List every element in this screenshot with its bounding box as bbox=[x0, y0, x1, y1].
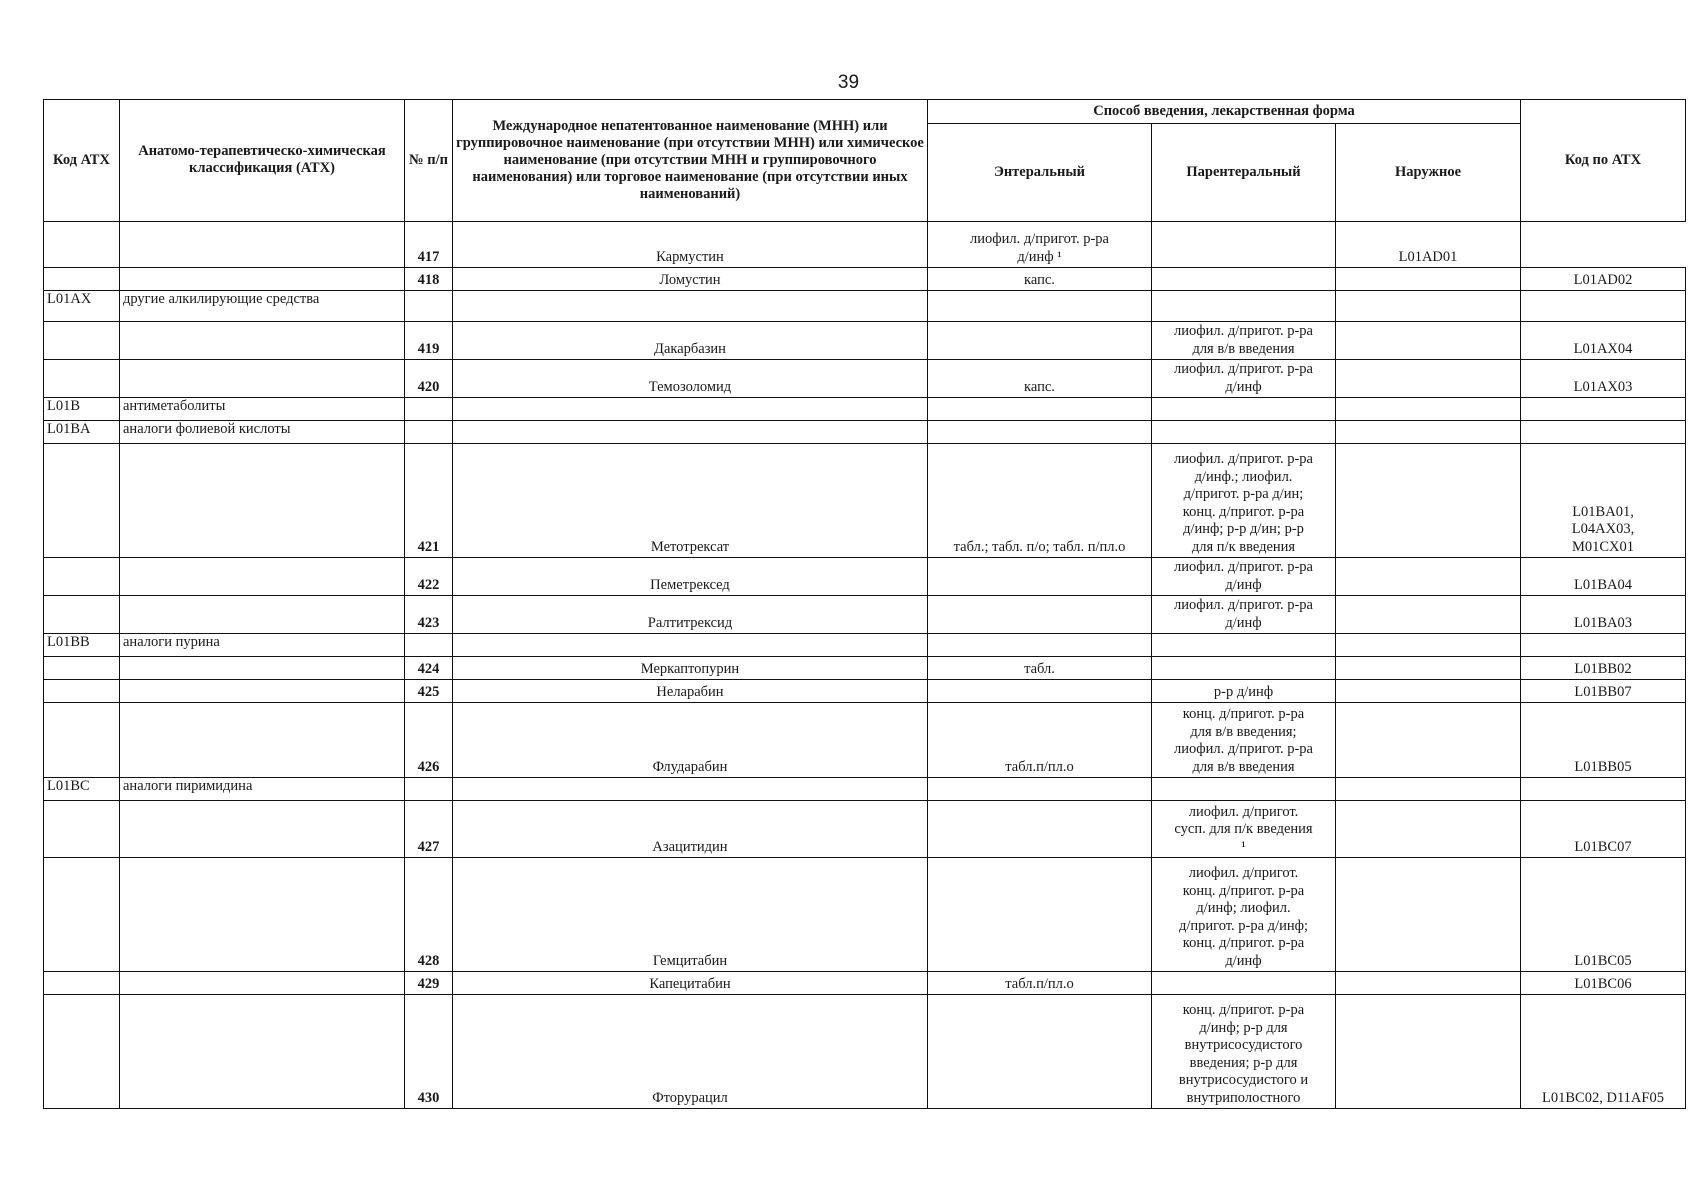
row-external bbox=[1336, 268, 1521, 291]
row-parenteral: лиофил. д/пригот. конц. д/пригот. р-ра д/инф; лиофил. д/пригот. р-ра д/инф; конц. д/пригот. р-ра д/инф bbox=[1152, 858, 1336, 972]
row-atc: L01BA01, L04AX03, M01CX01 bbox=[1521, 444, 1686, 558]
row-enteral: табл.п/пл.о bbox=[928, 972, 1152, 995]
table-row bbox=[44, 858, 1686, 972]
row-parenteral bbox=[1152, 972, 1336, 995]
table-row bbox=[44, 222, 1686, 268]
row-parenteral: р-р д/инф bbox=[1152, 680, 1336, 703]
row-classification bbox=[120, 680, 405, 703]
row-number: 420 bbox=[405, 360, 453, 398]
row-atc bbox=[1521, 398, 1686, 421]
row-number bbox=[405, 634, 453, 657]
row-classification: аналоги фолиевой кислоты bbox=[120, 421, 405, 444]
header-enteral: Энтеральный bbox=[928, 124, 1152, 222]
row-name: Пеметрексед bbox=[453, 558, 928, 596]
row-code bbox=[44, 972, 120, 995]
row-external bbox=[1336, 558, 1521, 596]
row-number: 417 bbox=[405, 222, 453, 268]
row-enteral bbox=[928, 558, 1152, 596]
row-code bbox=[44, 222, 120, 268]
table-group-row bbox=[44, 634, 1686, 657]
row-parenteral bbox=[1152, 778, 1336, 801]
row-code: L01BA bbox=[44, 421, 120, 444]
row-code bbox=[44, 657, 120, 680]
row-enteral bbox=[928, 858, 1152, 972]
row-external bbox=[1336, 634, 1521, 657]
row-number: 423 bbox=[405, 596, 453, 634]
table-row bbox=[44, 657, 1686, 680]
row-parenteral: лиофил. д/пригот. р-ра д/инф.; лиофил. д/пригот. р-ра д/ин; конц. д/пригот. р-ра д/инф; р-р д/ин; р-р для п/к введения bbox=[1152, 444, 1336, 558]
row-atc: L01BC02, D11AF05 bbox=[1521, 995, 1686, 1109]
row-external bbox=[1336, 291, 1521, 322]
row-external bbox=[1336, 858, 1521, 972]
row-name bbox=[453, 634, 928, 657]
row-atc: L01BC05 bbox=[1521, 858, 1686, 972]
row-external bbox=[1336, 360, 1521, 398]
row-name: Метотрексат bbox=[453, 444, 928, 558]
row-enteral bbox=[928, 995, 1152, 1109]
row-external bbox=[1336, 972, 1521, 995]
row-atc: L01AX03 bbox=[1521, 360, 1686, 398]
row-external bbox=[1336, 801, 1521, 858]
table-row bbox=[44, 322, 1686, 360]
table-row bbox=[44, 972, 1686, 995]
table-row bbox=[44, 680, 1686, 703]
row-classification bbox=[120, 360, 405, 398]
row-code bbox=[44, 322, 120, 360]
row-enteral bbox=[928, 634, 1152, 657]
row-external bbox=[1336, 444, 1521, 558]
row-atc bbox=[1521, 634, 1686, 657]
row-parenteral: лиофил. д/пригот. р-ра д/инф bbox=[1152, 596, 1336, 634]
table-body bbox=[44, 222, 1686, 1109]
header-number: № п/п bbox=[405, 100, 453, 222]
row-parenteral: конц. д/пригот. р-ра д/инф; р-р для внутрисосудистого введения; р-р для внутрисосудистого и внутриполостного bbox=[1152, 995, 1336, 1109]
row-parenteral bbox=[1152, 268, 1336, 291]
page-number: 39 bbox=[837, 72, 860, 93]
row-enteral: капс. bbox=[928, 268, 1152, 291]
row-name: Азацитидин bbox=[453, 801, 928, 858]
row-classification bbox=[120, 858, 405, 972]
header-mnn: Международное непатентованное наименование (МНН) или группировочное наименование (при отсутствии МНН) или химическое наименование (при отсутствии МНН и группировочного наименования) или торговое наименование (при отсутствии иных наименований) bbox=[453, 100, 928, 222]
header-parenteral: Парентеральный bbox=[1152, 124, 1336, 222]
row-external bbox=[1336, 421, 1521, 444]
table-row bbox=[44, 360, 1686, 398]
row-classification bbox=[120, 995, 405, 1109]
row-number: 427 bbox=[405, 801, 453, 858]
row-enteral: табл. bbox=[928, 657, 1152, 680]
row-classification bbox=[120, 222, 405, 268]
table-row bbox=[44, 268, 1686, 291]
row-name: Неларабин bbox=[453, 680, 928, 703]
row-name: Капецитабин bbox=[453, 972, 928, 995]
row-parenteral bbox=[1152, 657, 1336, 680]
row-classification bbox=[120, 801, 405, 858]
row-atc bbox=[1521, 421, 1686, 444]
row-code bbox=[44, 558, 120, 596]
row-enteral: капс. bbox=[928, 360, 1152, 398]
row-number: 428 bbox=[405, 858, 453, 972]
row-parenteral: лиофил. д/пригот. р-ра для в/в введения bbox=[1152, 322, 1336, 360]
row-name bbox=[453, 398, 928, 421]
row-atc: L01BA04 bbox=[1521, 558, 1686, 596]
row-enteral bbox=[928, 596, 1152, 634]
header-route-group: Способ введения, лекарственная форма bbox=[928, 100, 1521, 124]
row-number: 421 bbox=[405, 444, 453, 558]
row-name bbox=[453, 778, 928, 801]
row-atc: L01BA03 bbox=[1521, 596, 1686, 634]
row-classification bbox=[120, 657, 405, 680]
table-row bbox=[44, 703, 1686, 778]
row-parenteral bbox=[1152, 291, 1336, 322]
row-name: Ралтитрексид bbox=[453, 596, 928, 634]
row-name: Гемцитабин bbox=[453, 858, 928, 972]
row-code: L01AX bbox=[44, 291, 120, 322]
row-parenteral: лиофил. д/пригот. р-ра д/инф bbox=[1152, 360, 1336, 398]
row-code: L01BB bbox=[44, 634, 120, 657]
row-enteral bbox=[928, 291, 1152, 322]
row-external bbox=[1336, 703, 1521, 778]
row-parenteral: лиофил. д/пригот. р-ра д/инф bbox=[1152, 558, 1336, 596]
row-number: 429 bbox=[405, 972, 453, 995]
row-code: L01BC bbox=[44, 778, 120, 801]
row-external bbox=[1336, 995, 1521, 1109]
row-number: 418 bbox=[405, 268, 453, 291]
row-name: Кармустин bbox=[453, 222, 928, 268]
row-parenteral bbox=[1152, 421, 1336, 444]
row-code bbox=[44, 680, 120, 703]
row-parenteral bbox=[1152, 634, 1336, 657]
row-atc: L01BC06 bbox=[1521, 972, 1686, 995]
row-code bbox=[44, 801, 120, 858]
row-classification: аналоги пиримидина bbox=[120, 778, 405, 801]
row-enteral bbox=[928, 421, 1152, 444]
row-external bbox=[1336, 778, 1521, 801]
row-atc: L01BC07 bbox=[1521, 801, 1686, 858]
row-name: Флударабин bbox=[453, 703, 928, 778]
header-classification: Анатомо-терапевтическо-химическая классификация (АТХ) bbox=[120, 100, 405, 222]
row-atc: L01AX04 bbox=[1521, 322, 1686, 360]
row-enteral: табл.; табл. п/о; табл. п/пл.о bbox=[928, 444, 1152, 558]
row-enteral bbox=[928, 778, 1152, 801]
row-code bbox=[44, 703, 120, 778]
row-enteral: табл.п/пл.о bbox=[928, 703, 1152, 778]
drug-registry-table bbox=[43, 99, 1686, 1109]
row-classification bbox=[120, 268, 405, 291]
row-code bbox=[44, 444, 120, 558]
table-row bbox=[44, 995, 1686, 1109]
row-number: 426 bbox=[405, 703, 453, 778]
row-atc: L01BB05 bbox=[1521, 703, 1686, 778]
table-row bbox=[44, 444, 1686, 558]
row-parenteral: конц. д/пригот. р-ра для в/в введения; лиофил. д/пригот. р-ра для в/в введения bbox=[1152, 703, 1336, 778]
row-atc: L01BB07 bbox=[1521, 680, 1686, 703]
row-parenteral bbox=[1152, 398, 1336, 421]
row-name bbox=[453, 291, 928, 322]
row-code bbox=[44, 596, 120, 634]
row-name: Меркаптопурин bbox=[453, 657, 928, 680]
table-group-row bbox=[44, 398, 1686, 421]
row-number: 425 bbox=[405, 680, 453, 703]
row-code bbox=[44, 268, 120, 291]
row-name bbox=[453, 421, 928, 444]
row-number: 424 bbox=[405, 657, 453, 680]
table-group-row bbox=[44, 778, 1686, 801]
row-enteral bbox=[928, 322, 1152, 360]
row-parenteral: лиофил. д/пригот. р-ра д/инф ¹ bbox=[928, 222, 1152, 268]
row-external bbox=[1336, 657, 1521, 680]
row-name: Ломустин bbox=[453, 268, 928, 291]
row-external bbox=[1336, 322, 1521, 360]
row-classification bbox=[120, 596, 405, 634]
header-atc-code: Код АТХ bbox=[44, 100, 120, 222]
row-classification bbox=[120, 444, 405, 558]
row-number bbox=[405, 398, 453, 421]
row-number: 419 bbox=[405, 322, 453, 360]
table-row bbox=[44, 596, 1686, 634]
row-external bbox=[1336, 596, 1521, 634]
row-classification: аналоги пурина bbox=[120, 634, 405, 657]
table-row bbox=[44, 801, 1686, 858]
row-atc: L01AD02 bbox=[1521, 268, 1686, 291]
row-number bbox=[405, 291, 453, 322]
row-code bbox=[44, 995, 120, 1109]
header-atc-code-right: Код по АТХ bbox=[1521, 100, 1686, 222]
row-code bbox=[44, 858, 120, 972]
row-atc bbox=[1521, 291, 1686, 322]
row-enteral bbox=[928, 801, 1152, 858]
row-number: 430 bbox=[405, 995, 453, 1109]
table-header bbox=[44, 100, 1686, 222]
row-external bbox=[1152, 222, 1336, 268]
row-external bbox=[1336, 398, 1521, 421]
row-atc bbox=[1521, 778, 1686, 801]
row-number: 422 bbox=[405, 558, 453, 596]
row-external bbox=[1336, 680, 1521, 703]
row-classification bbox=[120, 972, 405, 995]
table-group-row bbox=[44, 421, 1686, 444]
row-atc: L01AD01 bbox=[1336, 222, 1521, 268]
row-atc: L01BB02 bbox=[1521, 657, 1686, 680]
table-group-row bbox=[44, 291, 1686, 322]
row-enteral bbox=[928, 680, 1152, 703]
row-classification: антиметаболиты bbox=[120, 398, 405, 421]
row-classification: другие алкилирующие средства bbox=[120, 291, 405, 322]
row-classification bbox=[120, 558, 405, 596]
row-code bbox=[44, 360, 120, 398]
row-classification bbox=[120, 322, 405, 360]
table-row bbox=[44, 558, 1686, 596]
row-number bbox=[405, 421, 453, 444]
row-number bbox=[405, 778, 453, 801]
row-name: Фторурацил bbox=[453, 995, 928, 1109]
row-enteral bbox=[928, 398, 1152, 421]
row-name: Темозоломид bbox=[453, 360, 928, 398]
row-name: Дакарбазин bbox=[453, 322, 928, 360]
row-classification bbox=[120, 703, 405, 778]
header-external: Наружное bbox=[1336, 124, 1521, 222]
row-code: L01B bbox=[44, 398, 120, 421]
row-parenteral: лиофил. д/пригот. сусп. для п/к введения ¹ bbox=[1152, 801, 1336, 858]
